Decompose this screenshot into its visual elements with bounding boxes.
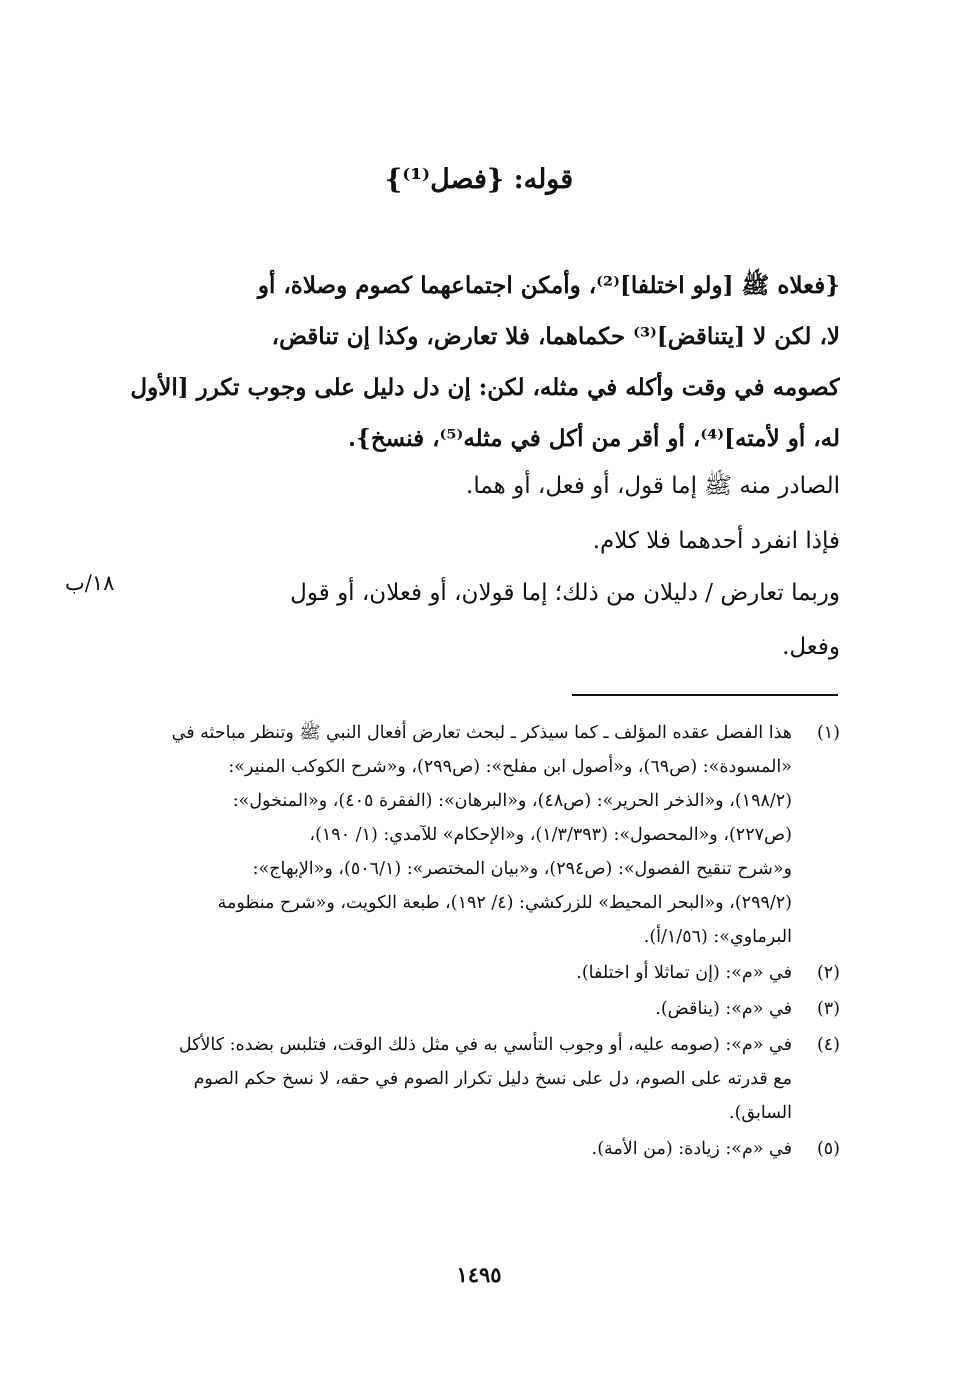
footnote-line: (١٩٨/٢)، و«الذخر الحرير»: (ص٤٨)، و«البرهان»: (الفقرة ٤٠٥)، و«المنخول»: bbox=[232, 791, 792, 811]
footnote-line: (ص٢٢٧)، و«المحصول»: (١/٣/٣٩٣)، و«الإحكام» للآمدي: (١/ ١٩٠)، bbox=[309, 825, 792, 845]
section-heading: قوله: {فصل⁽¹⁾} bbox=[384, 164, 574, 195]
main-text-line: لا، لكن لا [يتناقض]⁽³⁾ حكماهما، فلا تعارض، وكذا إن تناقض، bbox=[271, 323, 840, 350]
main-text bbox=[130, 260, 840, 464]
footnote-number: (١) bbox=[816, 723, 840, 743]
paragraph: وفعل. bbox=[782, 634, 840, 660]
footnote-number: (٣) bbox=[816, 999, 840, 1019]
footnote-line: في «م»: زيادة: (من الأمة). bbox=[591, 1139, 792, 1159]
main-text-line: كصومه في وقت وأكله في مثله، لكن: إن دل دليل على وجوب تكرر [الأول bbox=[130, 374, 840, 401]
manuscript-folio-note: ١٨/ب bbox=[65, 571, 115, 595]
footnote-line: (٢٩٩/٢)، و«البحر المحيط» للزركشي: (٤/ ١٩٢)، طبعة الكويت، و«شرح منظومة bbox=[217, 893, 792, 913]
footnote-line: في «م»: (يناقض). bbox=[655, 999, 792, 1019]
paragraph: وربما تعارض / دليلان من ذلك؛ إما قولان، أو فعلان، أو قول bbox=[290, 580, 840, 606]
footnotes bbox=[124, 716, 840, 1168]
footnote-divider bbox=[572, 694, 838, 696]
page-number: ١٤٩٥ bbox=[456, 1262, 502, 1287]
footnote bbox=[124, 956, 840, 990]
footnote-line: «المسودة»: (ص٦٩)، و«أصول ابن مفلح»: (ص٢٩٩)، و«شرح الكوكب المنير»: bbox=[228, 757, 792, 777]
footnote bbox=[124, 992, 840, 1026]
footnote bbox=[124, 1132, 840, 1166]
footnote-line: السابق). bbox=[729, 1103, 792, 1123]
footnote-line: مع قدرته على الصوم، دل على نسخ دليل تكرار الصوم في حقه، لا نسخ حكم الصوم bbox=[193, 1069, 792, 1089]
footnote-number: (٥) bbox=[816, 1139, 840, 1159]
footnote-number: (٤) bbox=[816, 1035, 840, 1055]
footnote-line: هذا الفصل عقده المؤلف ـ كما سيذكر ـ لبحث تعارض أفعال النبي ﷺ وتنظر مباحثه في bbox=[171, 723, 792, 743]
paragraph: فإذا انفرد أحدهما فلا كلام. bbox=[592, 528, 840, 554]
footnote-line: في «م»: (إن تماثلا أو اختلفا). bbox=[576, 963, 792, 983]
footnote bbox=[124, 1028, 840, 1130]
main-text-line: {فعلاه ﷺ [ولو اختلفا]⁽²⁾، وأمكن اجتماعهما كصوم وصلاة، أو bbox=[257, 272, 840, 299]
footnote bbox=[124, 716, 840, 954]
paragraph: الصادر منه ﷺ إما قول، أو فعل، أو هما. bbox=[466, 473, 840, 499]
footnote-line: و«شرح تنقيح الفصول»: (ص٢٩٤)، و«بيان المختصر»: (٥٠٦/١)، و«الإبهاج»: bbox=[252, 859, 792, 879]
footnote-line: البرماوي»: (١/٥٦/أ). bbox=[643, 927, 792, 947]
footnote-line: في «م»: (صومه عليه، أو وجوب التأسي به في مثل ذلك الوقت، فتلبس بضده: كالأكل bbox=[178, 1035, 792, 1055]
footnote-number: (٢) bbox=[816, 963, 840, 983]
main-text-line: له، أو لأمته]⁽⁴⁾، أو أقر من أكل في مثله⁽⁵⁾، فنسخ}. bbox=[348, 425, 840, 452]
